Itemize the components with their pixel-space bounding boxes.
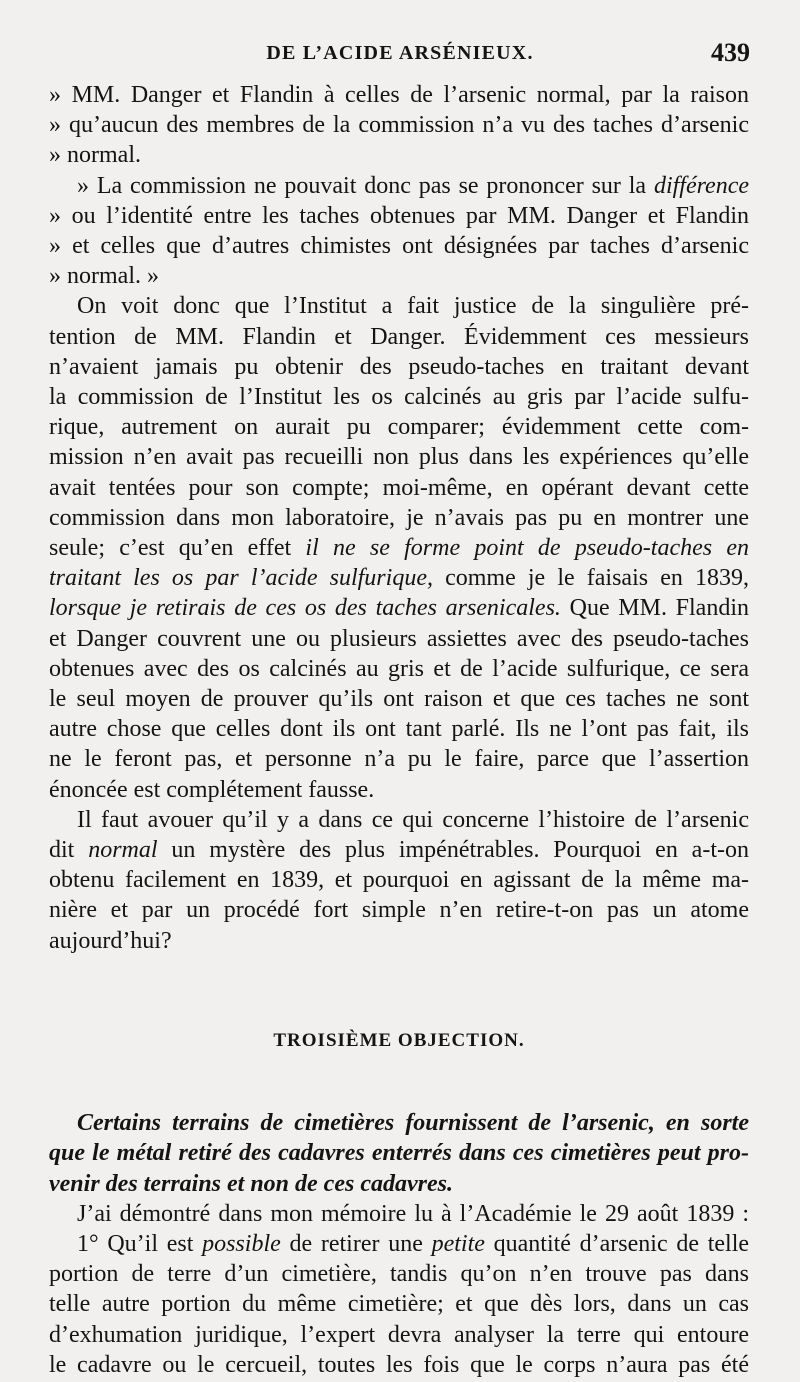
italic-word: petite <box>431 1230 485 1257</box>
text-line: mission n’en avait pas recueilli non plus dans les expériences qu’elle <box>49 444 749 471</box>
running-title: DE L’ACIDE ARSÉNIEUX. <box>266 42 534 64</box>
paragraph-institut <box>49 291 749 804</box>
section-spacer <box>49 956 749 1026</box>
text-line: avait tentées pour son compte; moi-même, en opérant devant cette <box>49 474 749 501</box>
text-line: venir des terrains et non de ces cadavres. <box>49 1170 453 1197</box>
italic-word: possible <box>202 1230 281 1257</box>
text-line <box>49 533 749 563</box>
text-line: commission dans mon laboratoire, je n’avais pas pu en montrer une <box>49 504 749 531</box>
text-line: énoncée est complétement fausse. <box>49 776 375 803</box>
text-line <box>49 835 749 865</box>
text-line: ne le feront pas, et personne n’a pu le faire, parce que l’assertion <box>49 746 749 773</box>
text-line: n’avaient jamais pu obtenir des pseudo-taches en traitant devant <box>49 353 749 380</box>
text-line: Certains terrains de cimetières fournissent de l’arsenic, en sorte <box>77 1110 749 1137</box>
italic-word: normal <box>88 837 158 864</box>
text-span: seule; c’est qu’en effet <box>49 535 306 562</box>
text-line: J’ai démontré dans mon mémoire lu à l’Académie le 29 août 1839 : <box>77 1200 749 1227</box>
text-span: de retirer une <box>280 1230 432 1257</box>
text-line: » qu’aucun des membres de la commission n’a vu des taches d’arsenic <box>49 112 749 139</box>
quotation-continuation <box>49 80 749 171</box>
objection-statement <box>49 1108 749 1199</box>
section-heading: TROISIÈME OBJECTION. <box>273 1029 525 1051</box>
text-line: » ou l’identité entre les taches obtenues par MM. Danger et Flandin <box>49 202 749 229</box>
text-line: que le métal retiré des cadavres enterrés dans ces cimetières peut pro- <box>49 1140 749 1167</box>
text-line: aujourd’hui? <box>49 927 172 954</box>
text-line: telle autre portion du même cimetière; et que dès lors, dans un cas <box>49 1291 749 1318</box>
text-line: Il faut avouer qu’il y a dans ce qui concerne l’histoire de l’arsenic <box>77 806 749 833</box>
page-header <box>50 38 750 76</box>
text-line <box>49 171 749 201</box>
text-span: Que MM. Flandin <box>560 595 750 622</box>
text-line: » et celles que d’autres chimistes ont désignées par taches d’arsenic <box>49 233 749 260</box>
text-line: » MM. Danger et Flandin à celles de l’arsenic normal, par la raison <box>49 82 749 108</box>
text-line: obtenu facilement en 1839, et pourquoi en agissant de la même ma- <box>49 867 749 894</box>
paragraph-mystere <box>49 805 749 956</box>
page-number: 439 <box>711 38 750 67</box>
text-span: comme je le faisais en 1839, <box>432 565 749 592</box>
text-line: rique, autrement on aurait pu comparer; évidemment cette com- <box>49 414 749 441</box>
text-line: la commission de l’Institut les os calcinés au gris par l’acide sulfu- <box>49 384 749 411</box>
text-line: » normal. » <box>49 263 159 290</box>
text-line: autre chose que celles dont ils ont tant parlé. Ils ne l’ont pas fait, ils <box>49 716 749 743</box>
text-line: d’exhumation juridique, l’expert devra analyser la terre qui entoure <box>49 1321 749 1348</box>
italic-span: il ne se forme point de pseudo-taches en <box>305 535 750 562</box>
italic-span: traitant les os par l’acide sulfurique, <box>49 565 433 592</box>
text-span: 1° Qu’il est <box>77 1230 203 1257</box>
body-text <box>49 80 749 1380</box>
text-line: le cadavre ou le cercueil, toutes les fois que le corps n’aura pas été <box>49 1351 749 1378</box>
text-line: tention de MM. Flandin et Danger. Évidemment ces messieurs <box>49 323 749 350</box>
text-span: dit <box>49 837 89 864</box>
paragraph-point-one <box>49 1229 749 1380</box>
text-span: quantité d’arsenic de telle <box>484 1230 750 1257</box>
text-line: obtenues avec des os calcinés au gris et de l’acide sulfurique, ce sera <box>49 655 749 682</box>
text-line: » normal. <box>49 142 141 169</box>
text-line: On voit donc que l’Institut a fait justice de la singulière pré- <box>77 293 749 320</box>
text-span: » La commission ne pouvait donc pas se prononcer sur la <box>77 172 654 199</box>
text-line: portion de terre d’un cimetière, tandis qu’on n’en trouve pas dans <box>49 1261 749 1288</box>
italic-span: lorsque je retirais de ces os des taches arsenicales. <box>49 595 561 622</box>
text-line: le seul moyen de prouver qu’ils ont raison et que ces taches ne sont <box>49 686 749 713</box>
text-line <box>49 593 749 623</box>
italic-word: différence <box>653 172 749 199</box>
text-span: un mystère des plus impénétrables. Pourquoi en a-t-on <box>157 837 749 864</box>
text-line: et Danger couvrent une ou plusieurs assiettes avec des pseudo-taches <box>49 625 749 652</box>
quotation-paragraph <box>49 171 749 292</box>
paragraph-memoire <box>49 1199 749 1229</box>
text-line <box>49 563 749 593</box>
text-line <box>49 1229 749 1259</box>
text-line: nière et par un procédé fort simple n’en retire-t-on pas un atome <box>49 897 749 924</box>
